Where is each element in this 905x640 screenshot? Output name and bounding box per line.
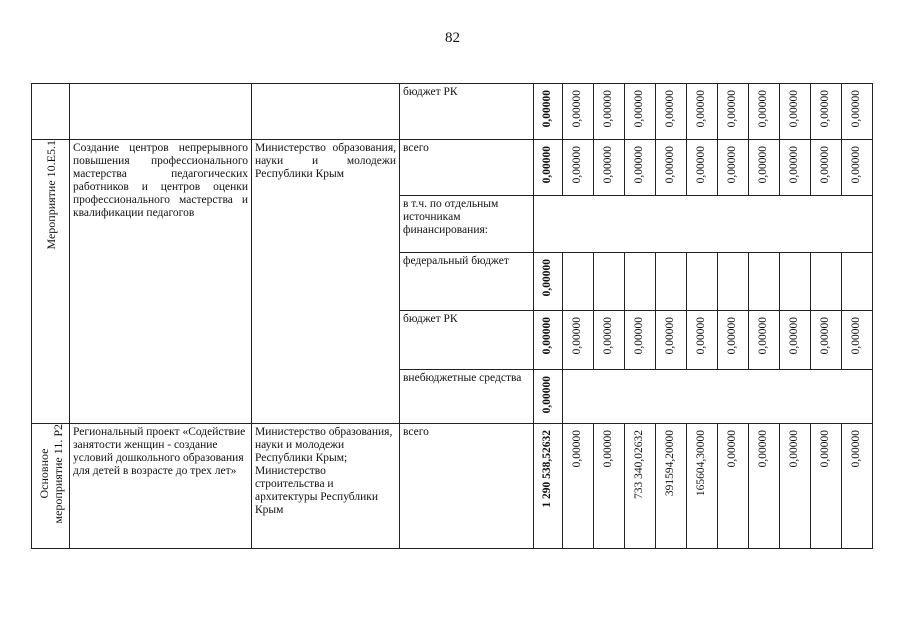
value-cell — [656, 311, 687, 370]
value-cell — [594, 424, 625, 549]
funding-source: внебюджетные средства — [400, 370, 534, 424]
value-year: 0,00000 — [695, 90, 707, 128]
value-cell — [687, 140, 718, 196]
value-year: 0,00000 — [819, 146, 831, 184]
value-cell — [687, 311, 718, 370]
row-title-line: Мероприятие 10.Е5.1 — [43, 140, 58, 250]
table-row — [32, 424, 873, 549]
measure-name: Создание центров непрерывного повышения профессионального мастерства педагогических работников и центров оценки профессионального мастерства и квалификации педагогов — [70, 140, 252, 424]
funding-source: бюджет РК — [400, 84, 534, 140]
budget-table — [31, 83, 873, 549]
value-year: 165604,30000 — [695, 430, 707, 497]
value-cell — [718, 311, 749, 370]
value-cell — [656, 424, 687, 549]
value-year: 0,00000 — [788, 317, 800, 355]
value-year: 0,00000 — [695, 146, 707, 184]
value-cell — [594, 84, 625, 140]
value-year: 0,00000 — [571, 90, 583, 128]
value-cell — [780, 140, 811, 196]
value-cell — [811, 140, 842, 196]
value-cell — [811, 253, 842, 311]
row-title-wrap — [32, 424, 69, 524]
value-cell — [811, 311, 842, 370]
value-cell — [563, 424, 594, 549]
value-cell — [625, 424, 656, 549]
value-year: 733 340,02632 — [633, 430, 645, 499]
row-title-cell — [32, 424, 70, 549]
value-cell — [842, 84, 873, 140]
value-cell — [687, 253, 718, 311]
value-cell — [563, 311, 594, 370]
value-cell — [811, 84, 842, 140]
value-year: 0,00000 — [571, 430, 583, 468]
value-year: 0,00000 — [664, 317, 676, 355]
row-title-line: мероприятие 11. Р2 — [50, 424, 65, 524]
funding-source: всего — [400, 140, 534, 196]
value-cell — [534, 253, 563, 311]
value-cell — [563, 84, 594, 140]
value-cell-empty — [563, 370, 873, 424]
row-title — [44, 140, 58, 250]
value-year: 0,00000 — [757, 146, 769, 184]
row-title-line: Основное — [36, 448, 51, 499]
executor — [252, 84, 400, 140]
measure-name — [70, 84, 252, 140]
value-year: 0,00000 — [571, 146, 583, 184]
value-year: 0,00000 — [571, 317, 583, 355]
value-cell — [749, 424, 780, 549]
value-cell — [842, 311, 873, 370]
value-year: 0,00000 — [633, 90, 645, 128]
row-title — [37, 424, 65, 524]
value-cell — [656, 140, 687, 196]
measure-name: Региональный проект «Содействие занятости женщин - создание условий дошкольного образования для детей в возрасте до трех лет» — [70, 424, 252, 549]
value-cell — [656, 84, 687, 140]
value-cell — [687, 424, 718, 549]
value-total: 0,00000 — [541, 90, 553, 128]
value-cell — [625, 84, 656, 140]
value-year: 0,00000 — [757, 90, 769, 128]
value-total: 0,00000 — [541, 317, 553, 355]
value-cell — [749, 84, 780, 140]
value-year: 0,00000 — [850, 90, 862, 128]
value-cell — [749, 253, 780, 311]
table-body — [32, 84, 873, 549]
value-cell — [811, 424, 842, 549]
value-cell — [563, 140, 594, 196]
value-year: 0,00000 — [602, 430, 614, 468]
value-cell-empty — [534, 196, 873, 253]
value-year: 0,00000 — [850, 146, 862, 184]
funding-source: всего — [400, 424, 534, 549]
page-number: 82 — [445, 30, 460, 46]
value-cell — [780, 253, 811, 311]
value-year: 0,00000 — [819, 430, 831, 468]
row-title-cell — [32, 140, 70, 424]
value-cell — [842, 424, 873, 549]
value-cell — [842, 140, 873, 196]
value-year: 0,00000 — [788, 146, 800, 184]
value-total: 1 290 538,52632 — [541, 430, 553, 508]
value-cell — [718, 253, 749, 311]
value-cell — [563, 253, 594, 311]
value-cell — [594, 253, 625, 311]
value-year: 0,00000 — [819, 317, 831, 355]
value-cell — [718, 84, 749, 140]
value-cell — [625, 140, 656, 196]
value-year: 0,00000 — [633, 317, 645, 355]
value-year: 0,00000 — [664, 146, 676, 184]
row-title-wrap — [32, 140, 69, 250]
value-year: 0,00000 — [850, 317, 862, 355]
value-cell — [718, 424, 749, 549]
value-cell — [534, 370, 563, 424]
row-title-cell — [32, 84, 70, 140]
funding-source: в т.ч. по отдельным источникам финансирования: — [400, 196, 534, 253]
executor: Министерство образования, науки и молодежи Республики Крым — [252, 140, 400, 424]
value-total: 0,00000 — [541, 259, 553, 297]
value-cell — [534, 140, 563, 196]
value-year: 0,00000 — [850, 430, 862, 468]
value-year: 0,00000 — [726, 317, 738, 355]
value-cell — [656, 253, 687, 311]
value-year: 0,00000 — [788, 90, 800, 128]
value-cell — [749, 140, 780, 196]
value-cell — [780, 84, 811, 140]
value-year: 0,00000 — [726, 146, 738, 184]
value-cell — [625, 253, 656, 311]
value-year: 0,00000 — [664, 90, 676, 128]
value-cell — [594, 140, 625, 196]
value-cell — [842, 253, 873, 311]
value-cell — [534, 311, 563, 370]
value-cell — [718, 140, 749, 196]
value-cell — [780, 311, 811, 370]
value-year: 0,00000 — [602, 317, 614, 355]
value-year: 0,00000 — [695, 317, 707, 355]
value-cell — [780, 424, 811, 549]
table-row — [32, 140, 873, 196]
value-year: 0,00000 — [757, 430, 769, 468]
value-year: 0,00000 — [633, 146, 645, 184]
table-row — [32, 84, 873, 140]
value-year: 0,00000 — [726, 430, 738, 468]
funding-source: бюджет РК — [400, 311, 534, 370]
value-cell — [687, 84, 718, 140]
value-total: 0,00000 — [541, 146, 553, 184]
value-cell — [749, 311, 780, 370]
value-cell — [534, 424, 563, 549]
executor: Министерство образования, науки и молодежи Республики Крым; Министерство строительства и архитектуры Республики Крым — [252, 424, 400, 549]
value-year: 0,00000 — [788, 430, 800, 468]
value-total: 0,00000 — [541, 376, 553, 414]
value-cell — [594, 311, 625, 370]
value-cell — [534, 84, 563, 140]
funding-source: федеральный бюджет — [400, 253, 534, 311]
value-year: 0,00000 — [819, 90, 831, 128]
value-year: 391594,20000 — [664, 430, 676, 497]
value-cell — [625, 311, 656, 370]
value-year: 0,00000 — [602, 146, 614, 184]
value-year: 0,00000 — [757, 317, 769, 355]
value-year: 0,00000 — [602, 90, 614, 128]
value-year: 0,00000 — [726, 90, 738, 128]
